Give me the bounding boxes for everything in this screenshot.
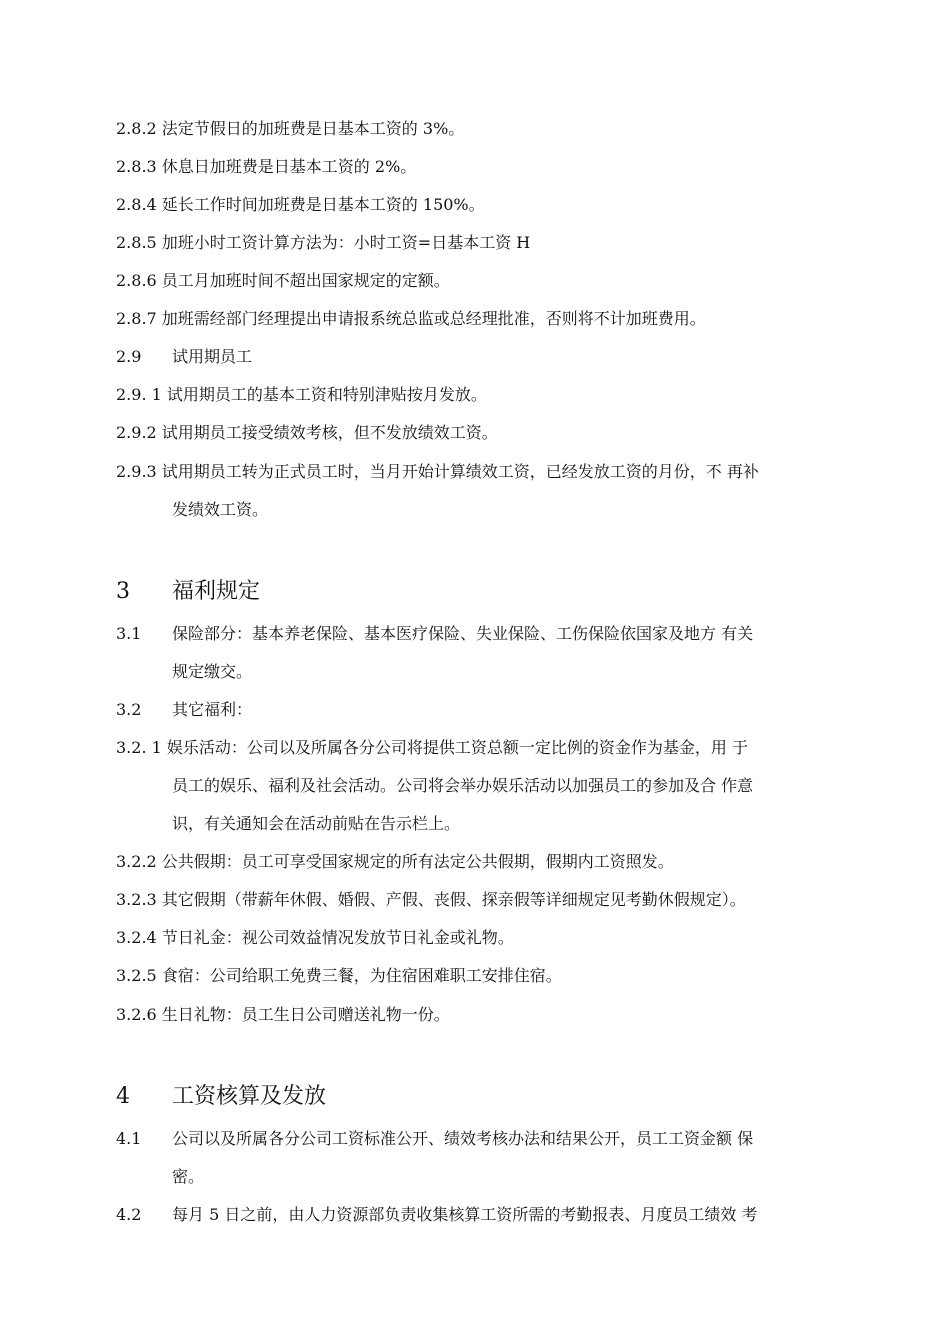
- clause-text: 每月 5 日之前，由人力资源部负责收集核算工资所需的考勤报表、月度员工绩效 考: [172, 1205, 758, 1224]
- clause-text: 试用期员工: [172, 347, 253, 366]
- clause-number: 4.2: [116, 1205, 142, 1224]
- clause-2-9-2: 2.9.2 试用期员工接受绩效考核，但不发放绩效工资。: [116, 423, 498, 442]
- clause-2-9: [116, 347, 252, 367]
- clause-2-9-3: 2.9.3 试用期员工转为正式员工时，当月开始计算绩效工资，已经发放工资的月份，不 再补: [116, 462, 759, 481]
- clause-3-2-4: 3.2.4 节日礼金：视公司效益情况发放节日礼金或礼物。: [116, 928, 514, 947]
- clause-2-9-3-continued: 发绩效工资。: [172, 500, 269, 519]
- clause-3-2-1-continued-2: 识，有关通知会在活动前贴在告示栏上。: [172, 814, 461, 833]
- clause-text: 公司以及所属各分公司工资标准公开、绩效考核办法和结果公开，员工工资金额 保: [172, 1129, 754, 1148]
- section-heading-4: [116, 1084, 326, 1110]
- clause-2-8-2: 2.8.2 法定节假日的加班费是日基本工资的 3%。: [116, 119, 465, 138]
- clause-4-1-continued: 密。: [172, 1167, 205, 1186]
- clause-text: 其它福利：: [172, 700, 253, 719]
- clause-2-8-3: 2.8.3 休息日加班费是日基本工资的 2%。: [116, 157, 417, 176]
- clause-3-1-continued: 规定缴交。: [172, 662, 253, 681]
- clause-number: 4.1: [116, 1129, 142, 1148]
- clause-2-8-5: 2.8.5 加班小时工资计算方法为：小时工资=日基本工资 H: [116, 233, 531, 252]
- clause-number: 3.2: [116, 700, 142, 719]
- clause-text: 保险部分：基本养老保险、基本医疗保险、失业保险、工伤保险依国家及地方 有关: [172, 624, 754, 643]
- clause-2-8-4: 2.8.4 延长工作时间加班费是日基本工资的 150%。: [116, 195, 485, 214]
- clause-3-1: [116, 624, 753, 644]
- clause-3-2-5: 3.2.5 食宿：公司给职工免费三餐，为住宿困难职工安排住宿。: [116, 966, 562, 985]
- clause-2-8-7: 2.8.7 加班需经部门经理提出申请报系统总监或总经理批准，否则将不计加班费用。: [116, 309, 706, 328]
- clause-4-1: [116, 1129, 753, 1149]
- clause-number: 3.1: [116, 624, 142, 643]
- section-title: 工资核算及发放: [172, 1084, 327, 1109]
- clause-2-8-6: 2.8.6 员工月加班时间不超出国家规定的定额。: [116, 271, 450, 290]
- section-number: 3: [116, 579, 130, 604]
- clause-3-2-3: 3.2.3 其它假期（带薪年休假、婚假、产假、丧假、探亲假等详细规定见考勤休假规定）。: [116, 890, 746, 909]
- clause-number: 2.9: [116, 347, 142, 366]
- clause-3-2-1-continued-1: 员工的娱乐、福利及社会活动。公司将会举办娱乐活动以加强员工的参加及合 作意: [172, 776, 754, 795]
- clause-3-2: [116, 700, 252, 720]
- clause-3-2-1: 3.2. 1 娱乐活动：公司以及所属各分公司将提供工资总额一定比例的资金作为基金，用 于: [116, 738, 748, 757]
- clause-3-2-6: 3.2.6 生日礼物：员工生日公司赠送礼物一份。: [116, 1005, 450, 1024]
- clause-2-9-1: 2.9. 1 试用期员工的基本工资和特别津贴按月发放。: [116, 385, 487, 404]
- section-heading-3: [116, 579, 260, 605]
- section-title: 福利规定: [172, 579, 261, 604]
- clause-3-2-2: 3.2.2 公共假期：员工可享受国家规定的所有法定公共假期，假期内工资照发。: [116, 852, 674, 871]
- clause-4-2: [116, 1205, 757, 1225]
- section-number: 4: [116, 1084, 130, 1109]
